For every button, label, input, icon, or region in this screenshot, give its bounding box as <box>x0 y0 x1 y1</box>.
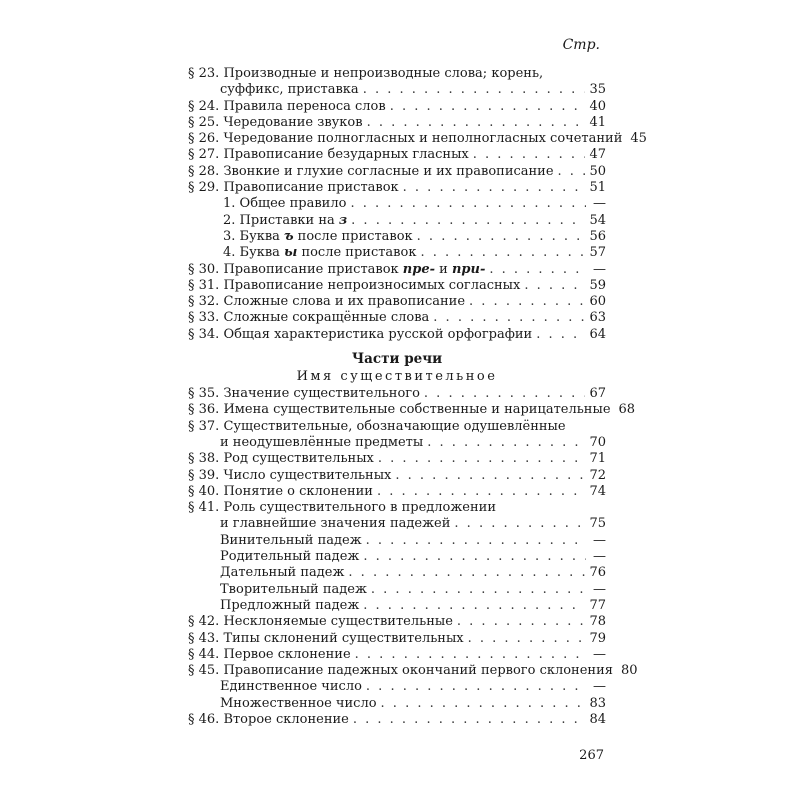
entry-title: § 45. Правописание падежных окончаний первого склонения <box>188 663 613 679</box>
page-number: 57 <box>589 245 606 261</box>
entry-title: § 24. Правила переноса слов <box>188 98 386 114</box>
toc-entry-e45 <box>188 663 638 679</box>
dot-leader <box>433 310 585 326</box>
toc-entry-e42 <box>188 614 606 630</box>
page-number: 59 <box>589 277 606 293</box>
dot-leader <box>420 245 585 261</box>
dot-leader <box>363 549 586 565</box>
toc-entry-e32 <box>188 294 606 310</box>
entry-title: Единственное число <box>220 679 362 695</box>
page-number: 68 <box>618 402 636 418</box>
entry-title: Множественное число <box>220 695 377 711</box>
dot-leader <box>427 435 585 451</box>
toc-entry-e37a <box>188 419 606 435</box>
toc-entry-e41_3 <box>188 565 606 581</box>
page-number: 70 <box>589 434 606 450</box>
entry-title: § 40. Понятие о склонении <box>188 483 373 499</box>
dot-leader <box>381 696 586 712</box>
page-number: 47 <box>589 147 606 163</box>
page-number: — <box>593 679 606 695</box>
page-number: 54 <box>589 212 606 228</box>
dot-leader <box>424 386 586 402</box>
toc-entry-e33 <box>188 310 606 326</box>
page-number: — <box>593 581 606 597</box>
page-number: — <box>593 261 606 277</box>
section-heading: Части речи <box>351 351 443 368</box>
entry-title: § 33. Сложные сокращённые слова <box>188 310 430 326</box>
toc-entry-e23a <box>188 66 606 82</box>
toc-entry-e40 <box>188 484 606 500</box>
toc-entry-e43 <box>188 631 606 647</box>
page-number: 75 <box>589 516 606 532</box>
page-number: 74 <box>589 483 606 499</box>
entry-title: § 34. Общая характеристика русской орфографии <box>188 326 533 342</box>
table-of-contents <box>188 66 647 728</box>
entry-title: Винительный падеж <box>220 532 362 548</box>
toc-entry-e29 <box>188 180 606 196</box>
toc-entry-e29_1 <box>188 196 606 212</box>
entry-title: § 46. Второе склонение <box>188 711 349 727</box>
entry-title: Родительный падеж <box>220 549 360 565</box>
toc-entry-e41b <box>188 516 606 532</box>
page-number: 35 <box>589 82 606 98</box>
entry-title: § 35. Значение существительного <box>188 386 420 402</box>
dot-leader <box>536 327 585 343</box>
dot-leader <box>457 614 586 630</box>
subsection-heading: Имя существительное <box>296 369 498 385</box>
dot-leader <box>363 82 586 98</box>
toc-entry-e41a <box>188 500 606 516</box>
page-number: 41 <box>589 114 606 130</box>
page-number: 80 <box>620 663 638 679</box>
page-column-header: Стр. <box>562 37 600 53</box>
page-number: 71 <box>589 451 606 467</box>
toc-entry-e26 <box>188 131 647 147</box>
toc-entry-e39 <box>188 468 606 484</box>
page-number: 40 <box>589 98 606 114</box>
dot-leader <box>454 516 585 532</box>
toc-entry-e28 <box>188 164 606 180</box>
entry-title: § 23. Производные и непроизводные слова; корень, <box>188 66 544 81</box>
page-folio: 267 <box>579 748 604 763</box>
dot-leader <box>473 147 586 163</box>
entry-title: § 27. Правописание безударных гласных <box>188 147 469 163</box>
toc-entry-29-4: 4. Буква ы после приставок . . . 57 <box>188 245 606 261</box>
dot-leader <box>378 451 586 467</box>
entry-title: Творительный падеж <box>220 581 367 597</box>
toc-entry-e41_4 <box>188 582 606 598</box>
entry-title: § 39. Число существительных <box>188 467 392 483</box>
toc-entry-e24 <box>188 99 606 115</box>
toc-entry-e23b <box>188 82 606 98</box>
entry-title: Дательный падеж <box>220 565 345 581</box>
toc-entry-e45_2 <box>188 696 606 712</box>
toc-entry-30: § 30. Правописание приставок пре- и при- . . . — <box>188 262 606 278</box>
toc-entry-e46 <box>188 712 606 728</box>
entry-title: § 32. Сложные слова и их правописание <box>188 294 466 310</box>
page-number: 56 <box>589 228 606 244</box>
entry-title: и главнейшие значения падежей <box>220 516 451 532</box>
toc-entry-e31 <box>188 278 606 294</box>
entry-title: § 44. Первое склонение <box>188 646 351 662</box>
dot-leader <box>371 582 586 598</box>
page-number: 84 <box>589 711 606 727</box>
page-number: 67 <box>589 386 606 402</box>
toc-entry-e27 <box>188 147 606 163</box>
page-number: — <box>593 196 606 212</box>
dot-leader <box>377 484 586 500</box>
page-number: 79 <box>589 630 606 646</box>
toc-entry-e45_1 <box>188 679 606 695</box>
page-number: 72 <box>589 467 606 483</box>
dot-leader <box>351 213 585 229</box>
entry-title: § 36. Имена существительные собственные и нарицательные <box>188 402 611 418</box>
toc-entry-e35 <box>188 386 606 402</box>
page-number: 51 <box>589 180 606 196</box>
toc-entry-e44 <box>188 647 606 663</box>
dot-leader <box>403 180 586 196</box>
toc-entry-e41_1 <box>188 533 606 549</box>
dot-leader <box>468 631 586 647</box>
page-number: 64 <box>589 326 606 342</box>
dot-leader <box>348 565 585 581</box>
toc-list-orthography <box>188 66 647 213</box>
page-number: 50 <box>589 163 606 179</box>
entry-title: и неодушевлённые предметы <box>220 434 424 450</box>
entry-title: § 38. Род существительных <box>188 451 374 467</box>
entry-title: § 25. Чередование звуков <box>188 114 363 130</box>
toc-entry-e37b <box>188 435 606 451</box>
toc-entry-29-2: 2. Приставки на з . . . 54 <box>188 213 606 229</box>
toc-entry-e41_2 <box>188 549 606 565</box>
entry-title: Предложный падеж <box>220 597 360 613</box>
page-number: 83 <box>589 695 606 711</box>
entry-title: § 28. Звонкие и глухие согласные и их правописание <box>188 163 554 179</box>
dot-leader <box>558 164 586 180</box>
dot-leader <box>366 533 586 549</box>
entry-title: § 29. Правописание приставок <box>188 180 399 196</box>
page-number: — <box>593 549 606 565</box>
dot-leader <box>469 294 585 310</box>
dot-leader <box>367 115 586 131</box>
toc-entry-e41_5 <box>188 598 606 614</box>
entry-title: 1. Общее правило <box>223 196 347 212</box>
page-number: 63 <box>589 310 606 326</box>
entry-title: § 26. Чередование полногласных и неполногласных сочетаний <box>188 131 623 147</box>
dot-leader <box>489 262 586 278</box>
dot-leader <box>366 679 586 695</box>
entry-title: § 41. Роль существительного в предложении <box>188 500 496 516</box>
toc-entry-e36 <box>188 402 636 418</box>
dot-leader <box>390 99 586 115</box>
toc-list-noun <box>188 386 638 728</box>
dot-leader <box>353 712 586 728</box>
page-number: 78 <box>589 614 606 630</box>
dot-leader <box>417 229 586 245</box>
page-number: — <box>593 532 606 548</box>
dot-leader <box>355 647 586 663</box>
toc-list-orthography-2 <box>188 278 606 343</box>
entry-title: § 43. Типы склонений существительных <box>188 630 464 646</box>
page-number: 77 <box>589 597 606 613</box>
toc-entry-e25 <box>188 115 606 131</box>
toc-entry-29-3: 3. Буква ъ после приставок . . . 56 <box>188 229 606 245</box>
dot-leader <box>524 278 585 294</box>
toc-entry-e38 <box>188 451 606 467</box>
page-number: — <box>593 646 606 662</box>
toc-entry-e34 <box>188 327 606 343</box>
page-number: 45 <box>630 131 647 147</box>
dot-leader <box>363 598 585 614</box>
page-number: 76 <box>589 565 606 581</box>
entry-title: § 37. Существительные, обозначающие одушевлённые <box>188 418 566 434</box>
dot-leader <box>350 196 586 212</box>
page-number: 60 <box>589 294 606 310</box>
entry-title: § 31. Правописание непроизносимых согласных <box>188 277 521 293</box>
entry-title: суффикс, приставка <box>220 82 359 98</box>
entry-title: § 42. Несклоняемые существительные <box>188 614 453 630</box>
dot-leader <box>395 468 585 484</box>
